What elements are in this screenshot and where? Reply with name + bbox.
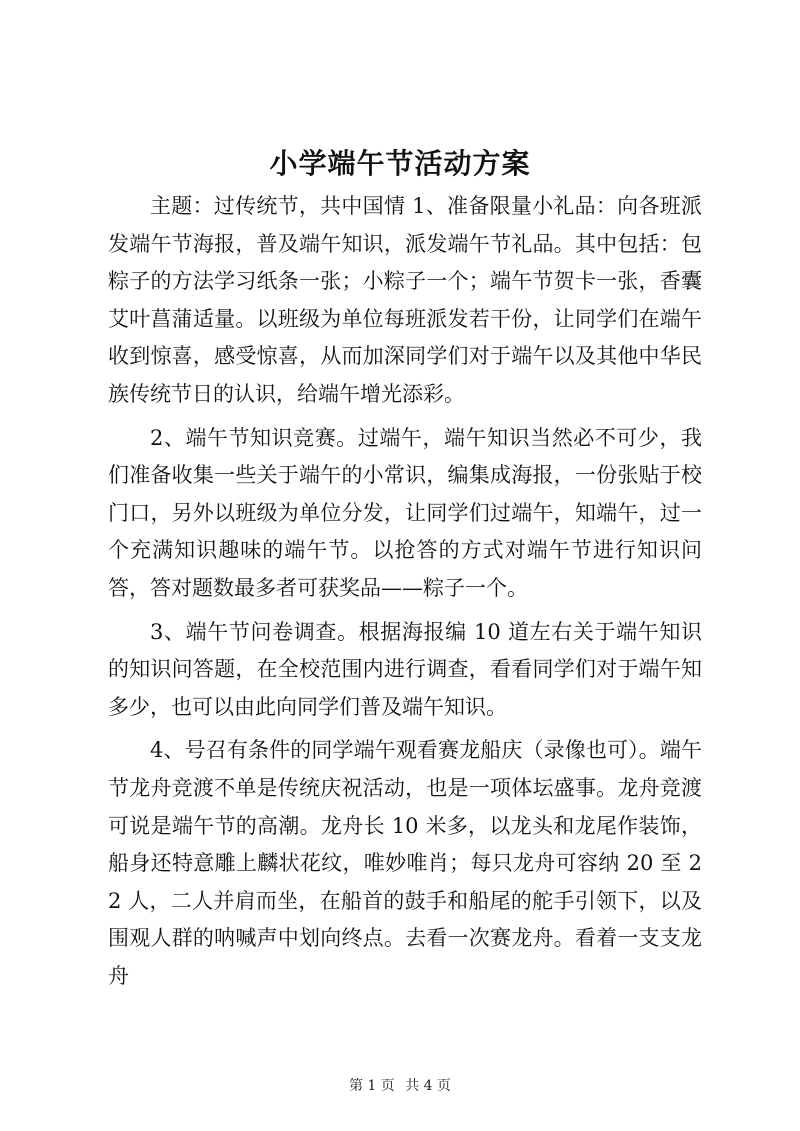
paragraph-theme: 主题：过传统节，共中国情 1、准备限量小礼品：向各班派发端午节海报，普及端午知识，派发端午节礼品。其中包括：包粽子的方法学习纸条一张；小粽子一个；端午节贺卡一张，香囊艾叶菖蒲适量。以班级为单位每班派发若干份，让同学们在端午收到惊喜，感受惊喜，从而加深同学们对于端午以及其他中华民族传统节日的认识，给端午增光添彩。 <box>108 194 702 406</box>
document-body <box>108 188 702 1001</box>
page-footer <box>0 1076 800 1096</box>
document-title: 小学端午节活动方案 <box>269 147 531 180</box>
paragraph-dragon-boat: 4、号召有条件的同学端午观看赛龙船庆（录像也可）。端午节龙舟竞渡不单是传统庆祝活动，也是一项体坛盛事。龙舟竞渡可说是端午节的高潮。龙舟长 10 米多，以龙头和龙尾作装饰，船身还特意雕上麟状花纹，唯妙唯肖；每只龙舟可容纳 20 至 22 人，二人并肩而坐，在船首的鼓手和船尾的舵手引领下，以及围观人群的呐喊声中划向终点。去看一次赛龙舟。看着一支支龙舟 <box>108 738 702 988</box>
page-total: 共 4 页 <box>405 1078 452 1094</box>
paragraph-knowledge-contest: 2、端午节知识竞赛。过端午，端午知识当然必不可少，我们准备收集一些关于端午的小常识，编集成海报，一份张贴于校门口，另外以班级为单位分发，让同学们过端午，知端午，过一个充满知识趣味的端午节。以抢答的方式对端午节进行知识问答，答对题数最多者可获奖品——粽子一个。 <box>108 425 702 600</box>
page-number: 第 1 页 <box>348 1078 395 1094</box>
paragraph-questionnaire: 3、端午节问卷调查。根据海报编 10 道左右关于端午知识的知识问答题，在全校范围内进行调查，看看同学们对于端午知多少，也可以由此向同学们普及端午知识。 <box>108 619 702 719</box>
